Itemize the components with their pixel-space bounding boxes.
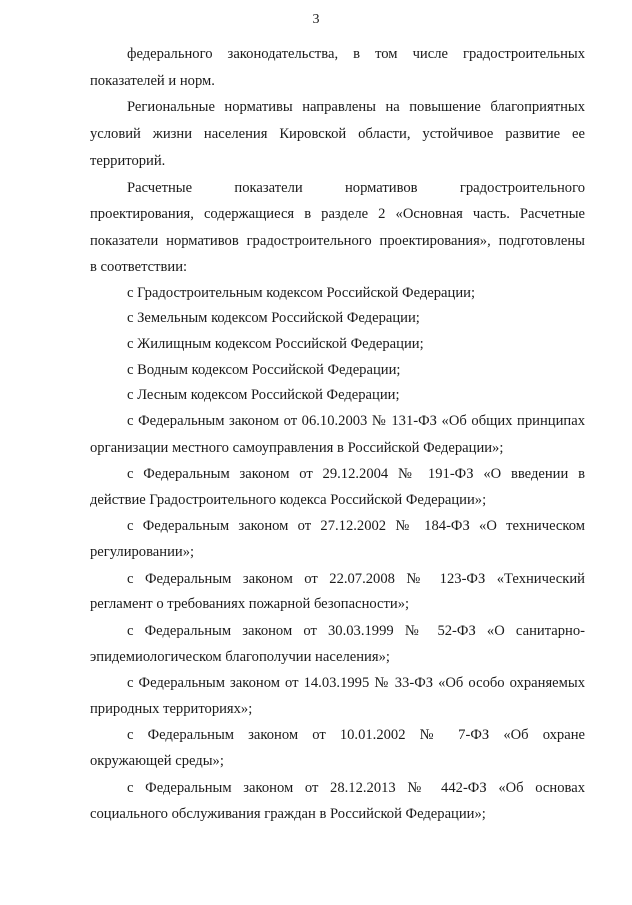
text-line: проектирования, содержащиеся в разделе 2 «Основная часть. Расчетные [90,206,585,222]
list-item-continuation: эпидемиологическом благополучии населения»; [90,649,390,665]
list-item-continuation: социального обслуживания граждан в Российской Федерации»; [90,806,486,822]
text-line: территорий. [90,153,166,169]
text-line: условий жизни населения Кировской области, устойчивое развитие ее [90,126,585,142]
text-line: Расчетные показатели нормативов градостроительного [127,180,585,196]
list-item-continuation: регламент о требованиях пожарной безопасности»; [90,596,410,612]
list-item: с Градостроительным кодексом Российской Федерации; [127,285,476,301]
list-item: с Федеральным законом от 14.03.1995 № 33-ФЗ «Об особо охраняемых [127,675,585,691]
list-item: с Федеральным законом от 30.03.1999 № 52-ФЗ «О санитарно- [127,623,585,639]
list-item: с Земельным кодексом Российской Федерации; [127,310,420,326]
text-line: показателей и норм. [90,73,215,89]
list-item: с Лесным кодексом Российской Федерации; [127,387,400,403]
list-item: с Федеральным законом от 29.12.2004 № 191-ФЗ «О введении в [127,466,585,482]
list-item: с Федеральным законом от 28.12.2013 № 442-ФЗ «Об основах [127,780,585,796]
list-item: с Федеральным законом от 27.12.2002 № 184-ФЗ «О техническом [127,518,585,534]
list-item: с Водным кодексом Российской Федерации; [127,362,401,378]
text-line: в соответствии: [90,259,188,275]
list-item: с Жилищным кодексом Российской Федерации; [127,336,424,352]
page-number: 3 [312,12,320,27]
list-item: с Федеральным законом от 06.10.2003 № 131-ФЗ «Об общих принципах [127,413,585,429]
list-item-continuation: регулировании»; [90,544,195,560]
list-item: с Федеральным законом от 10.01.2002 № 7-ФЗ «Об охране [127,727,585,743]
list-item-continuation: организации местного самоуправления в Российской Федерации»; [90,440,504,456]
text-line: федерального законодательства, в том числе градостроительных [127,46,585,62]
text-line: Региональные нормативы направлены на повышение благоприятных [127,99,585,115]
list-item-continuation: природных территориях»; [90,701,253,717]
list-item-continuation: действие Градостроительного кодекса Российской Федерации»; [90,492,487,508]
list-item: с Федеральным законом от 22.07.2008 № 123-ФЗ «Технический [127,571,585,587]
text-line: показатели нормативов градостроительного проектирования», подготовлены [90,233,585,249]
list-item-continuation: окружающей среды»; [90,753,224,769]
